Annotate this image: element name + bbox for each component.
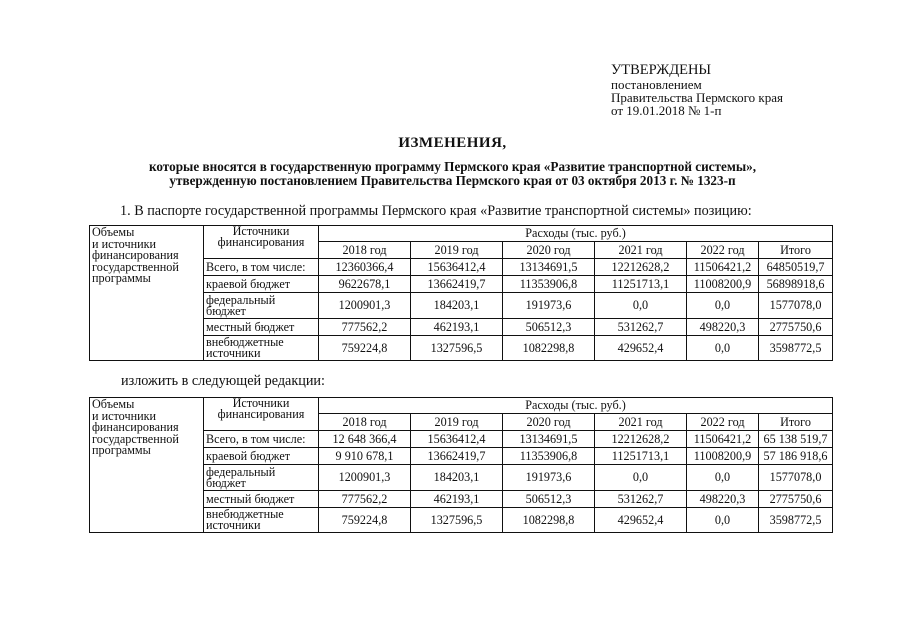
- amount-cell: 11353906,8: [503, 448, 595, 465]
- amount-cell: 506512,3: [503, 491, 595, 508]
- amount-cell: 777562,2: [319, 491, 411, 508]
- amount-cell: 12360366,4: [319, 259, 411, 276]
- amount-cell: 0,0: [687, 293, 759, 319]
- amount-cell: 11008200,9: [687, 448, 759, 465]
- amount-cell: 64850519,7: [759, 259, 833, 276]
- amount-cell: 1577078,0: [759, 293, 833, 319]
- amount-cell: 65 138 519,7: [759, 431, 833, 448]
- table-row-label: Объемы и источники финансирования государственной программы: [90, 398, 204, 533]
- amount-cell: 1577078,0: [759, 465, 833, 491]
- amount-cell: 759224,8: [319, 336, 411, 361]
- sources-header: Источники финансирования: [204, 398, 319, 431]
- sources-header: Источники финансирования: [204, 226, 319, 259]
- amount-cell: 531262,7: [595, 491, 687, 508]
- funding-source-cell: федеральный бюджет: [204, 465, 319, 491]
- funding-source-cell: Всего, в том числе:: [204, 259, 319, 276]
- financing-table-old: [89, 225, 833, 361]
- amount-cell: 9 910 678,1: [319, 448, 411, 465]
- amount-cell: 56898918,6: [759, 276, 833, 293]
- year-column-header: Итого: [759, 414, 833, 431]
- approval-line: Правительства Пермского края: [611, 90, 783, 105]
- amount-cell: 184203,1: [411, 293, 503, 319]
- amount-cell: 429652,4: [595, 508, 687, 533]
- amount-cell: 184203,1: [411, 465, 503, 491]
- table-header-row: [90, 398, 833, 414]
- amount-cell: 191973,6: [503, 293, 595, 319]
- amount-cell: 462193,1: [411, 319, 503, 336]
- table-header-row: [90, 226, 833, 242]
- funding-source-cell: местный бюджет: [204, 491, 319, 508]
- amount-cell: 13662419,7: [411, 276, 503, 293]
- amount-cell: 1200901,3: [319, 293, 411, 319]
- amount-cell: 0,0: [595, 465, 687, 491]
- amount-cell: 12212628,2: [595, 259, 687, 276]
- amount-cell: 0,0: [687, 465, 759, 491]
- paragraph-new-edition: изложить в следующей редакции:: [121, 373, 325, 389]
- amount-cell: 429652,4: [595, 336, 687, 361]
- amount-cell: 13134691,5: [503, 259, 595, 276]
- amount-cell: 11251713,1: [595, 448, 687, 465]
- amount-cell: 498220,3: [687, 491, 759, 508]
- amount-cell: 13662419,7: [411, 448, 503, 465]
- amount-cell: 462193,1: [411, 491, 503, 508]
- amount-cell: 0,0: [687, 336, 759, 361]
- approval-title: УТВЕРЖДЕНЫ: [611, 62, 712, 78]
- year-column-header: 2021 год: [595, 414, 687, 431]
- approval-line: постановлением: [611, 77, 702, 92]
- year-column-header: 2020 год: [503, 242, 595, 259]
- financing-table-new: [89, 397, 833, 533]
- title-subline: утвержденную постановлением Правительства Пермского края от 03 октября 2013 г. № 1323-п: [169, 173, 736, 188]
- year-column-header: Итого: [759, 242, 833, 259]
- amount-cell: 11506421,2: [687, 431, 759, 448]
- amount-cell: 1082298,8: [503, 508, 595, 533]
- amount-cell: 15636412,4: [411, 259, 503, 276]
- expenses-header: Расходы (тыс. руб.): [319, 226, 833, 242]
- funding-source-cell: внебюджетные источники: [204, 336, 319, 361]
- funding-source-cell: внебюджетные источники: [204, 508, 319, 533]
- approval-stamp: [611, 62, 831, 117]
- amount-cell: 1327596,5: [411, 336, 503, 361]
- amount-cell: 11008200,9: [687, 276, 759, 293]
- amount-cell: 0,0: [687, 508, 759, 533]
- year-column-header: 2019 год: [411, 414, 503, 431]
- year-column-header: 2022 год: [687, 242, 759, 259]
- table-row-label: Объемы и источники финансирования государственной программы: [90, 226, 204, 361]
- funding-source-cell: краевой бюджет: [204, 448, 319, 465]
- amount-cell: 498220,3: [687, 319, 759, 336]
- amount-cell: 2775750,6: [759, 491, 833, 508]
- year-column-header: 2021 год: [595, 242, 687, 259]
- amount-cell: 506512,3: [503, 319, 595, 336]
- amount-cell: 11251713,1: [595, 276, 687, 293]
- amount-cell: 2775750,6: [759, 319, 833, 336]
- year-column-header: 2019 год: [411, 242, 503, 259]
- funding-source-cell: местный бюджет: [204, 319, 319, 336]
- amount-cell: 1327596,5: [411, 508, 503, 533]
- amount-cell: 11506421,2: [687, 259, 759, 276]
- amount-cell: 3598772,5: [759, 508, 833, 533]
- year-column-header: 2018 год: [319, 242, 411, 259]
- year-column-header: 2018 год: [319, 414, 411, 431]
- amount-cell: 191973,6: [503, 465, 595, 491]
- approval-line: от 19.01.2018 № 1-п: [611, 103, 722, 118]
- amount-cell: 3598772,5: [759, 336, 833, 361]
- amount-cell: 9622678,1: [319, 276, 411, 293]
- amount-cell: 13134691,5: [503, 431, 595, 448]
- amount-cell: 11353906,8: [503, 276, 595, 293]
- title-heading: ИЗМЕНЕНИЯ,: [398, 135, 507, 151]
- amount-cell: 12212628,2: [595, 431, 687, 448]
- year-column-header: 2020 год: [503, 414, 595, 431]
- funding-source-cell: федеральный бюджет: [204, 293, 319, 319]
- amount-cell: 1082298,8: [503, 336, 595, 361]
- amount-cell: 531262,7: [595, 319, 687, 336]
- title-subline: которые вносятся в государственную программу Пермского края «Развитие транспортной системы»,: [148, 159, 757, 174]
- funding-source-cell: краевой бюджет: [204, 276, 319, 293]
- expenses-header: Расходы (тыс. руб.): [319, 398, 833, 414]
- amount-cell: 12 648 366,4: [319, 431, 411, 448]
- amount-cell: 15636412,4: [411, 431, 503, 448]
- document-title: [0, 133, 905, 188]
- amount-cell: 1200901,3: [319, 465, 411, 491]
- amount-cell: 0,0: [595, 293, 687, 319]
- paragraph-intro: 1. В паспорте государственной программы Пермского края «Развитие транспортной системы» позицию:: [120, 203, 752, 219]
- year-column-header: 2022 год: [687, 414, 759, 431]
- amount-cell: 759224,8: [319, 508, 411, 533]
- amount-cell: 57 186 918,6: [759, 448, 833, 465]
- amount-cell: 777562,2: [319, 319, 411, 336]
- funding-source-cell: Всего, в том числе:: [204, 431, 319, 448]
